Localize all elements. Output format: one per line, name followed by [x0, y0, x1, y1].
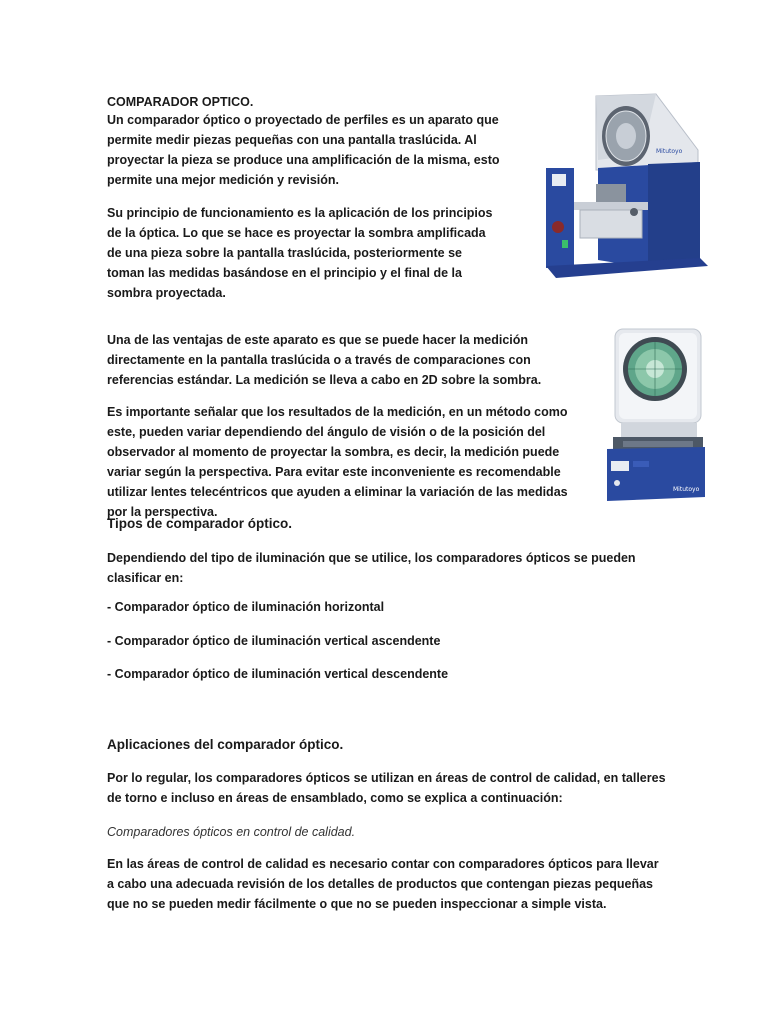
- list-item: - Comparador óptico de iluminación vertical ascendente: [107, 634, 441, 648]
- paragraph-3: Una de las ventajas de este aparato es que se puede hacer la medición directamente en la pantalla traslúcida o a través de comparaciones con referencias estándar. La medición se lleva a cabo en 2D sobre la sombra.: [107, 333, 542, 387]
- paragraph-2: Su principio de funcionamiento es la aplicación de los principios de la óptica. Lo que se hace es proyectar la sombra amplificada de una pieza sobre la pantalla traslúcida, posteriormente se toman las medidas basándose en el principio y el final de la sombra proyectada.: [107, 206, 493, 300]
- list-item: - Comparador óptico de iluminación horizontal: [107, 600, 385, 614]
- paragraph-4: Es importante señalar que los resultados de la medición, en un método como este, pueden variar dependiendo del ángulo de visión o de la posición del observador al momento de proyectar la sombra, es decir, la medición puede variar según la perspectiva. Para evitar este inconveniente es recomendable utilizar lentes telecéntricos que ayuden a eliminar la variación de las medidas por la perspectiva.: [107, 405, 568, 519]
- paragraph-5: Dependiendo del tipo de iluminación que se utilice, los comparadores ópticos se pueden clasificar en:: [107, 551, 636, 585]
- heading-tipos: Tipos de comparador óptico.: [107, 516, 293, 531]
- optical-comparator-image-1: [536, 90, 720, 282]
- paragraph-7: En las áreas de control de calidad es necesario contar con comparadores ópticos para llevar a cabo una adecuada revisión de los detalles de productos que contengan piezas pequeñas que no se pueden medir fácilmente o que no se pueden inspeccionar a simple vista.: [107, 857, 659, 911]
- brand-label-1: Mitutoyo: [656, 148, 683, 155]
- list-item: - Comparador óptico de iluminación vertical descendente: [107, 667, 449, 681]
- subheading-control-calidad: Comparadores ópticos en control de calidad.: [107, 825, 356, 839]
- doc-title: COMPARADOR OPTICO.: [107, 95, 254, 109]
- optical-comparator-image-2: [603, 325, 709, 505]
- paragraph-6: Por lo regular, los comparadores ópticos se utilizan en áreas de control de calidad, en talleres de torno e incluso en áreas de ensamblado, como se explica a continuación:: [107, 771, 666, 805]
- paragraph-1: Un comparador óptico o proyectado de perfiles es un aparato que permite medir piezas pequeñas con una pantalla traslúcida. Al proyectar la pieza se produce una amplificación de la misma, esto permite una mejor medición y revisión.: [107, 113, 500, 187]
- brand-label-2: Mitutoyo: [673, 486, 700, 493]
- heading-aplicaciones: Aplicaciones del comparador óptico.: [107, 737, 344, 752]
